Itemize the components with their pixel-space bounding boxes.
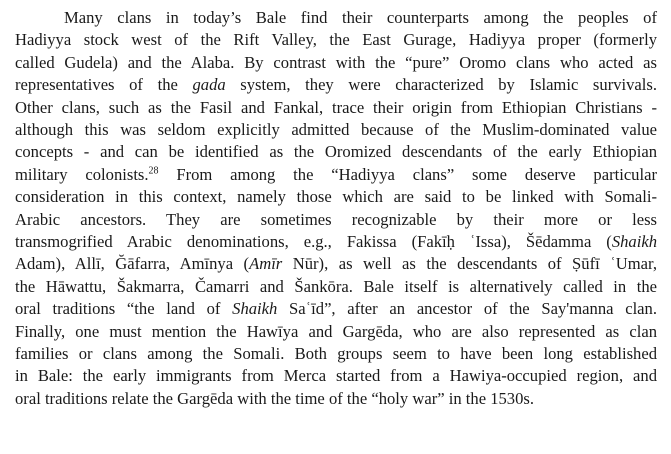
italic-term: Shaikh	[232, 299, 278, 319]
text-line: the Hāwattu, Šakmarra, Čamarri and Šankōra. Bale itself is alternatively called in the	[15, 276, 657, 296]
text-line: called Gudela) and the Alaba. By contrast with the “pure” Oromo clans who acted as	[15, 52, 657, 72]
text-line: transmogrified Arabic denominations, e.g., Fakissa (Fakīḥ ʿIssa), Šēdamma (Shaikh	[15, 232, 657, 251]
text-line: Other clans, such as the Fasil and Fankal, trace their origin from Ethiopian Christians -	[15, 97, 657, 117]
text-line: Finally, one must mention the Hawīya and Gargēda, who are also represented as clan	[15, 321, 657, 341]
italic-term: gada	[192, 75, 226, 95]
text-line: Arabic ancestors. They are sometimes recognizable by their more or less	[15, 209, 657, 229]
text-line: oral traditions relate the Gargēda with the time of the “holy war” in the 1530s.	[15, 388, 535, 408]
footnote-ref[interactable]: 28	[148, 165, 159, 177]
text-line: military colonists.$^{28}$ From among the “Hadiyya clans” some deserve particular	[15, 164, 657, 184]
text-line: Many clans in today’s Bale find their counterparts among the peoples of	[64, 8, 657, 27]
text-line: consideration in this context, namely those which are said to be linked with Somali-	[15, 187, 657, 207]
text-line: in Bale: the early immigrants from Merca started from a Hawiya-occupied region, and	[15, 366, 657, 386]
italic-term: Amīr	[249, 254, 283, 274]
text-line: representatives of the gada system, they were characterized by Islamic survivals.	[15, 75, 657, 95]
text-line: Hadiyya stock west of the Rift Valley, the East Gurage, Hadiyya proper (formerly	[15, 30, 657, 50]
text-line: concepts - and can be identified as the Oromized descendants of the early Ethiopian	[15, 142, 657, 162]
text-line: although this was seldom explicitly admitted because of the Muslim-dominated value	[15, 120, 657, 139]
italic-term: Shaikh	[611, 232, 657, 251]
text-line: families or clans among the Somali. Both groups seem to have been long established	[15, 344, 657, 363]
text-line: oral traditions “the land of Shaikh Saʿīd”, after an ancestor of the Say'manna clan.	[15, 299, 657, 319]
text-line: Adam), Allī, Ğāfarra, Amīnya (Amīr Nūr), as well as the descendants of Ṣūfī ʿUmar,	[15, 254, 657, 274]
